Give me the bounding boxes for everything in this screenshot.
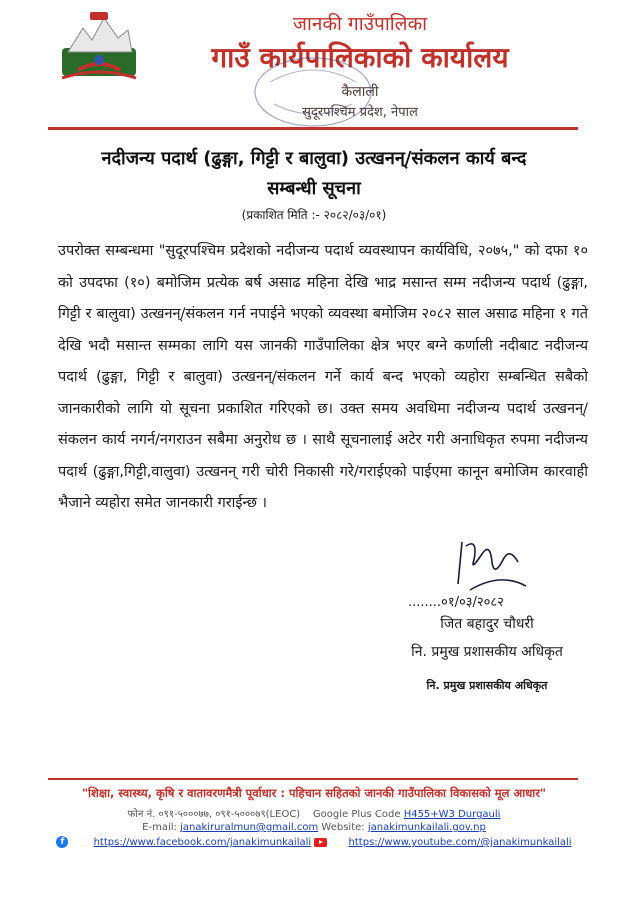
signatory-name: जित बहादुर चौधरी	[440, 616, 534, 632]
youtube-icon	[314, 838, 327, 847]
website-link[interactable]: janakimunkailali.gov.np	[367, 822, 486, 833]
plus-code-link[interactable]: H455+W3 Durgauli	[403, 809, 501, 820]
footer-web	[40, 822, 588, 833]
footer-social	[40, 836, 588, 848]
notice-title: नदीजन्य पदार्थ (ढुङ्गा, गिट्टी र बालुवा) उत्खनन्/संकलन कार्य बन्द	[101, 148, 527, 169]
email-link[interactable]: janakiruralmun@gmail.com	[180, 822, 319, 833]
header-divider	[48, 127, 578, 130]
published-date: (प्रकाशित मिति :- २०८२/०३/०१)	[241, 208, 387, 222]
province-name: सुदूरपश्चिम प्रदेश, नेपाल	[302, 105, 418, 120]
facebook-link[interactable]: https://www.facebook.com/janakimunkailali	[93, 837, 312, 848]
handwritten-signature	[458, 542, 526, 590]
district-name: कैलाली	[341, 84, 379, 100]
plus-code-label: Google Plus Code	[312, 809, 401, 820]
website-label: Website:	[321, 822, 365, 833]
footer-contact	[40, 806, 588, 820]
notice-title-line2: सम्बन्धी सूचना	[267, 178, 361, 199]
youtube-link[interactable]: https://www.youtube.com/@janakimunkailali	[348, 837, 572, 848]
designation-seal: नि. प्रमुख प्रशासकीय अधिकृत	[426, 679, 548, 692]
footer-divider	[48, 778, 578, 780]
email-label: E-mail:	[142, 822, 177, 833]
signatory-designation: नि. प्रमुख प्रशासकीय अधिकृत	[411, 644, 563, 660]
facebook-icon: f	[56, 836, 68, 848]
office-name: गाउँ कार्यपालिकाको कार्यालय	[211, 41, 509, 74]
municipality-name: जानकी गाउँपालिका	[292, 13, 428, 35]
nepal-emblem-icon	[58, 8, 140, 80]
notice-body: उपरोक्त सम्बन्धमा "सुदूरपश्चिम प्रदेशको नदीजन्य पदार्थ व्यवस्थापन कार्यविधि, २०७५," को दफा १० को उपदफा (१०) बमोजिम प्रत्येक बर्ष असाढ महिना देखि भाद्र मसान्त सम्म नदीजन्य पदार्थ (ढुङ्गा, गिट्टी र बालुवा) उत्खनन्/संकलन गर्न नपाईने भएको व्यवस्था बमोजिम २०८२ साल असाढ महिना १ गते देखि भदौ मसान्त सम्मका लागि यस जानकी गाउँपालिका क्षेत्र भएर बग्ने कर्णाली नदीबाट नदीजन्य पदार्थ (ढुङ्गा, गिट्टी र बालुवा) उत्खनन्/संकलन गर्ने कार्य बन्द भएको व्यहोरा सम्बन्धित सबैको जानकारीको लागि यो सूचना प्रकाशित गरिएको छ। उक्त समय अवधिमा नदीजन्य पदार्थ उत्खनन्/संकलन कार्य नगर्न/नगराउन सबैमा अनुरोध छ । साथै सूचनालाई अटेर गरी अनाधिकृत रुपमा नदीजन्य पदार्थ (ढुङ्गा,गिट्टी,वालुवा) उत्खनन् गरी चोरी निकासी गरे/गराईएको पाईएमा कानून बमोजिम कारवाही भैजाने व्यहोरा समेत जानकारी गराईन्छ ।	[58, 243, 588, 511]
footer-phone: फोन नं. ०९१-५०००७७, ०९१-५०००७९(LEOC)	[127, 809, 301, 820]
signature-block	[400, 532, 560, 616]
office-stamp-overlay	[248, 52, 378, 130]
footer-slogan: "शिक्षा, स्वास्थ्य, कृषि र वातावरणमैत्री पूर्वाधार : पहिचान सहितको जानकी गाउँपालिका विकासको मूल आधार"	[82, 786, 546, 800]
signature-date: ........०१/०३/२०८२	[408, 595, 504, 610]
